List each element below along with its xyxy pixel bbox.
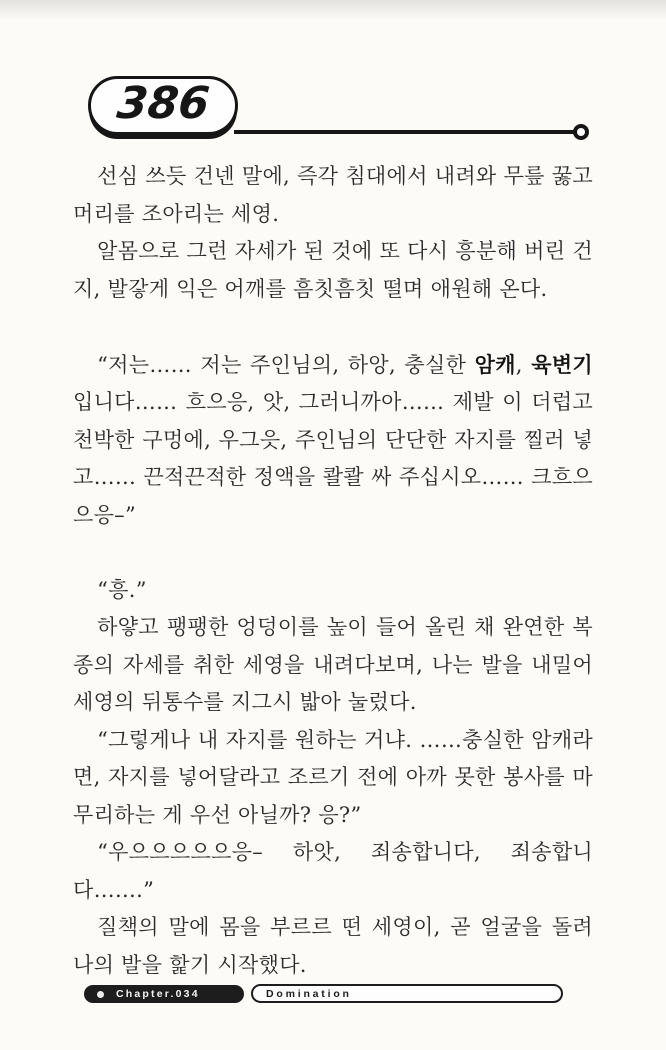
footer-bullet-icon <box>97 991 104 998</box>
paragraph <box>73 233 593 308</box>
text-segment: 입니다…… 흐으응, 앗, 그러니까아…… 제발 이 더럽고 천박한 구멍에, 우그읏, 주인님의 단단한 자지를 찔러 넣고…… 끈적끈적한 정액을 콸콸 싸 주십시오…… 크흐으으응–” <box>73 390 593 527</box>
text-segment: , <box>515 352 532 377</box>
text-segment: 질책의 말에 몸을 부르르 떤 세영이, 곧 얼굴을 돌려 나의 발을 핥기 시작했다. <box>73 915 593 977</box>
paragraph-spacer <box>73 534 593 572</box>
paragraph <box>73 346 593 535</box>
paragraph <box>73 158 593 233</box>
paragraph <box>73 909 593 984</box>
paragraph <box>73 834 593 909</box>
footer-title-pill <box>251 984 563 1003</box>
paragraph <box>73 722 593 835</box>
text-segment: “흥.” <box>97 577 147 602</box>
text-segment: “그렇게나 내 자지를 원하는 거냐. ……충실한 암캐라면, 자지를 넣어달라고 조르기 전에 아까 못한 봉사를 마무리하는 게 우선 아닐까? 응?” <box>73 727 593 827</box>
text-segment: “저는…… 저는 주인님의, 하앙, 충실한 <box>97 352 475 377</box>
page-number: 386 <box>114 77 212 129</box>
page-number-badge <box>88 76 238 135</box>
text-segment: 하얗고 팽팽한 엉덩이를 높이 들어 올린 채 완연한 복종의 자세를 취한 세영을 내려다보며, 나는 발을 내밀어 세영의 뒤통수를 지그시 밟아 눌렀다. <box>73 615 593 714</box>
body-text <box>73 158 593 984</box>
paragraph-spacer <box>73 308 593 346</box>
paragraph <box>73 609 593 722</box>
emphasized-text: 육변기 <box>531 351 593 377</box>
text-segment: 선심 쓰듯 건넨 말에, 즉각 침대에서 내려와 무릎 꿇고 머리를 조아리는 세영. <box>73 164 593 226</box>
emphasized-text: 암캐 <box>474 351 516 377</box>
footer-book-title: Domination <box>266 987 352 1000</box>
text-segment: 알몸으로 그런 자세가 된 것에 또 다시 흥분해 버린 건지, 발갛게 익은 어깨를 흠칫흠칫 떨며 애원해 온다. <box>73 239 593 301</box>
footer-chapter-pill <box>84 985 244 1003</box>
paragraph <box>73 572 593 610</box>
header-rule-end-ring-icon <box>573 124 589 140</box>
text-segment: “우으으으으으응– 하앗, 죄송합니다, 죄송합니다…….” <box>73 840 593 902</box>
footer-chapter-label: Chapter.034 <box>116 988 200 1000</box>
header-rule <box>234 130 575 134</box>
